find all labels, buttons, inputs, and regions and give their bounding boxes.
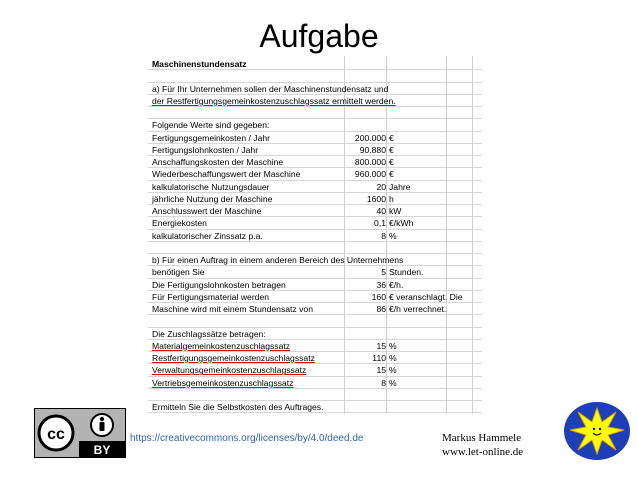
cell-value[interactable]: 90.880 (359, 144, 386, 155)
cell-label[interactable]: Verwaltungsgemeinkostenzuschlagssatz (152, 365, 307, 376)
cell-unit[interactable]: € veranschlagt. Die (389, 291, 463, 302)
table-row (148, 170, 482, 180)
cell-unit[interactable]: % (389, 340, 397, 351)
cell-value[interactable]: 36 (376, 279, 386, 290)
table-row (148, 121, 482, 131)
cell-label[interactable]: Energiekosten (152, 218, 207, 229)
cell-label[interactable]: Wiederbeschaffungswert der Maschine (152, 169, 301, 180)
cell-label[interactable]: kalkulatorische Nutzungsdauer (152, 181, 270, 192)
cell-unit[interactable]: % (389, 377, 397, 388)
slide-title: Aufgabe (259, 18, 379, 54)
table-row (148, 244, 482, 254)
cell-label[interactable]: Maschine wird mit einem Stundensatz von (152, 304, 313, 314)
table-row (148, 366, 482, 376)
table-row (148, 158, 482, 168)
table-row (148, 183, 482, 193)
cell-unit[interactable]: € (389, 169, 394, 180)
cell-value[interactable]: 86 (376, 304, 386, 314)
cell-label[interactable]: Fertigungsgemeinkosten / Jahr (152, 132, 270, 143)
cc-by-license-badge[interactable] (34, 408, 126, 458)
table-row (148, 391, 482, 401)
table-row (148, 60, 482, 70)
table-row (148, 317, 482, 327)
table-row (148, 207, 482, 217)
author-website[interactable]: www.let-online.de (442, 446, 524, 458)
table-row (148, 281, 482, 291)
cell-label[interactable]: kalkulatorischer Zinssatz p.a. (152, 230, 263, 241)
cell-unit[interactable]: % (389, 365, 397, 376)
license-link[interactable]: https://creativecommons.org/licenses/by/4.0/deed.de (130, 433, 364, 444)
cell-label[interactable]: Anschaffungskosten der Maschine (152, 157, 284, 167)
cell-value[interactable]: 8 (381, 230, 386, 241)
cell-unit[interactable]: €/h verrechnet. (389, 304, 447, 314)
cell-label[interactable]: benötigen Sie (152, 267, 205, 278)
spreadsheet (148, 56, 482, 414)
cell-unit[interactable]: kW (389, 206, 402, 216)
cell-label[interactable]: a) Für Ihr Unternehmen sollen der Maschinenstundensatz und (152, 83, 389, 94)
cell-unit[interactable]: €/h. (389, 279, 404, 290)
table-row (148, 293, 482, 303)
cell-value[interactable]: 200.000 (354, 132, 386, 143)
cell-unit[interactable]: €/kWh (389, 218, 414, 229)
cell-value[interactable]: 15 (376, 365, 386, 376)
table-row (148, 330, 482, 340)
table-row (148, 305, 482, 315)
author-block (442, 431, 523, 459)
cell-unit[interactable]: € (389, 144, 394, 155)
cell-unit[interactable]: Jahre (389, 181, 411, 192)
cell-unit[interactable]: Stunden. (389, 267, 424, 278)
cell-value[interactable]: 960.000 (354, 169, 386, 180)
sun-logo (562, 400, 632, 462)
table-row (148, 403, 482, 413)
cell-unit[interactable]: % (389, 353, 397, 363)
cell-value[interactable]: 5 (381, 267, 386, 278)
cell-unit[interactable]: € (389, 157, 394, 167)
cell-unit[interactable]: % (389, 230, 397, 241)
cell-label[interactable]: Ermitteln Sie die Selbstkosten des Auftrages. (152, 402, 324, 412)
table-row (148, 219, 482, 229)
table-row (148, 256, 482, 266)
cell-label[interactable]: Materialgemeinkostenzuschlagssatz (152, 340, 291, 351)
cell-unit[interactable]: h (389, 193, 394, 204)
cell-value[interactable]: 800.000 (354, 157, 386, 167)
svg-text:cc: cc (47, 426, 65, 443)
cell-label[interactable]: der Restfertigungsgemeinkostenzuschlagssatz ermittelt werden. (152, 95, 396, 106)
cc-badge-text: BY (93, 443, 111, 457)
table-row (148, 97, 482, 107)
cell-label[interactable]: Folgende Werte sind gegeben: (152, 120, 270, 131)
cell-label[interactable]: b) Für einen Auftrag in einem anderen Bereich des Unternehmens (152, 255, 404, 265)
table-row (148, 195, 482, 205)
cell-label[interactable]: Vertriebsgemeinkostenzuschlagssatz (152, 377, 294, 388)
table-row (148, 354, 482, 364)
cell-label[interactable]: Anschlusswert der Maschine (152, 206, 262, 216)
cell-label[interactable]: Für Fertigungsmaterial werden (152, 291, 270, 302)
cell-value[interactable]: 8 (381, 377, 386, 388)
cell-label[interactable]: Maschinenstundensatz (152, 59, 247, 69)
cell-value[interactable]: 0,1 (374, 218, 386, 229)
cell-value[interactable]: 110 (372, 353, 386, 363)
cell-value[interactable]: 40 (376, 206, 386, 216)
cell-label[interactable]: Fertigungslohnkosten / Jahr (152, 144, 259, 155)
table-row (148, 109, 482, 119)
table-row (148, 342, 482, 352)
cell-unit[interactable]: € (389, 132, 394, 143)
table-row (148, 72, 482, 82)
table-row (148, 268, 482, 278)
cell-label[interactable]: Die Fertigungslohnkosten betragen (152, 279, 286, 290)
cell-value[interactable]: 20 (376, 181, 386, 192)
cell-label[interactable]: Restfertigungsgemeinkostenzuschlagssatz (152, 353, 315, 363)
table-row (148, 379, 482, 389)
table-row (148, 232, 482, 242)
table-row (148, 85, 482, 95)
table-row (148, 134, 482, 144)
author-name: Markus Hammele (442, 432, 522, 444)
table-row (148, 146, 482, 156)
cell-value[interactable]: 15 (376, 340, 386, 351)
cell-value[interactable]: 1600 (366, 193, 386, 204)
cell-label[interactable]: jährliche Nutzung der Maschine (152, 193, 273, 204)
cell-label[interactable]: Die Zuschlagssätze betragen: (152, 328, 266, 339)
cell-value[interactable]: 160 (371, 291, 386, 302)
